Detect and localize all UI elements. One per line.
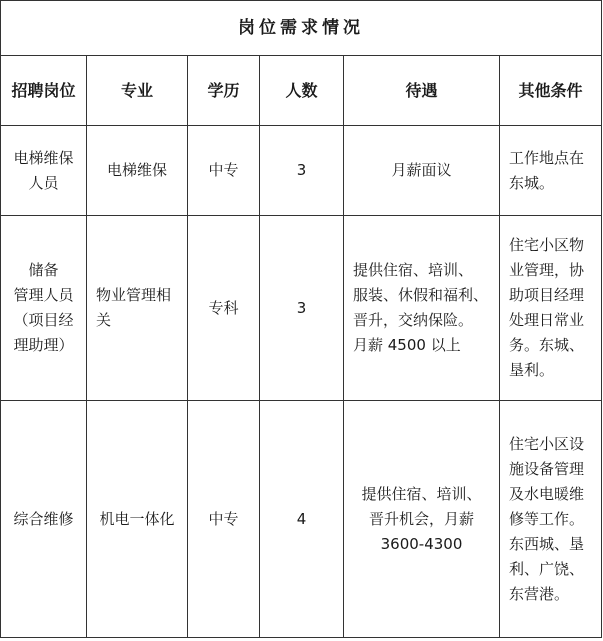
- cell-education: 中专: [188, 126, 260, 216]
- cell-major: 机电一体化: [87, 401, 188, 638]
- header-education: 学历: [188, 56, 260, 126]
- header-count: 人数: [260, 56, 344, 126]
- table-header-row: [1, 56, 602, 126]
- cell-position: 储备 管理人员 （项目经 理助理）: [1, 216, 87, 401]
- cell-count: 3: [260, 126, 344, 216]
- table-title: 岗位需求情况: [1, 1, 602, 56]
- cell-other-conditions: 工作地点在 东城。: [500, 126, 602, 216]
- cell-other-conditions: 住宅小区物 业管理，协 助项目经理 处理日常业 务。东城、 垦利。: [500, 216, 602, 401]
- cell-count: 4: [260, 401, 344, 638]
- header-other-conditions: 其他条件: [500, 56, 602, 126]
- cell-education: 专科: [188, 216, 260, 401]
- cell-count: 3: [260, 216, 344, 401]
- cell-other-conditions: 住宅小区设 施设备管理 及水电暖维 修等工作。 东西城、垦 利、广饶、 东营港。: [500, 401, 602, 638]
- cell-major: 物业管理相 关: [87, 216, 188, 401]
- cell-major: 电梯维保: [87, 126, 188, 216]
- table-row: [1, 401, 602, 638]
- cell-position: 电梯维保 人员: [1, 126, 87, 216]
- header-position: 招聘岗位: [1, 56, 87, 126]
- cell-benefits: 月薪面议: [344, 126, 500, 216]
- cell-education: 中专: [188, 401, 260, 638]
- table-title-row: [1, 1, 602, 56]
- table-row: [1, 126, 602, 216]
- header-benefits: 待遇: [344, 56, 500, 126]
- cell-position: 综合维修: [1, 401, 87, 638]
- cell-benefits: 提供住宿、培训、 服装、休假和福利、 晋升，交纳保险。 月薪 4500 以上: [344, 216, 500, 401]
- table-row: [1, 216, 602, 401]
- cell-benefits: 提供住宿、培训、 晋升机会，月薪 3600-4300: [344, 401, 500, 638]
- header-major: 专业: [87, 56, 188, 126]
